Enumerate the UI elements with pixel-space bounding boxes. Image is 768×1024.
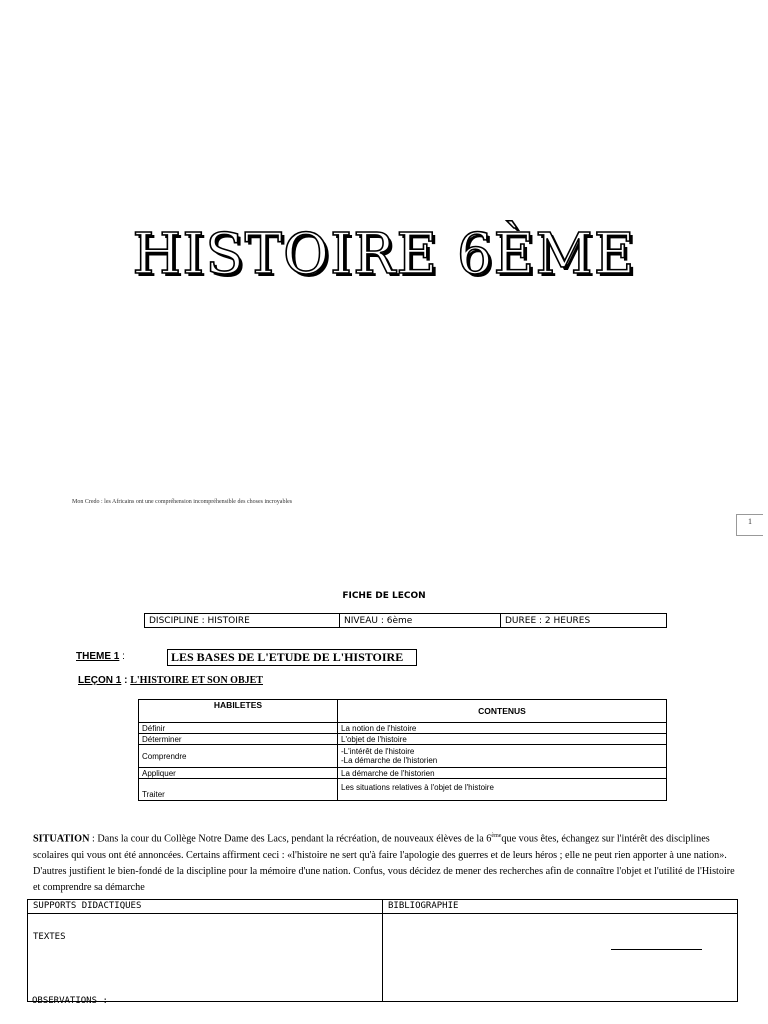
contenu-cell: La notion de l'histoire	[338, 723, 667, 734]
situation-label: SITUATION	[33, 833, 90, 845]
signature-line	[611, 949, 702, 950]
fiche-title: FICHE DE LECON	[342, 591, 426, 601]
situation-paragraph	[33, 828, 737, 897]
contenu-line: -La démarche de l'historien	[341, 756, 438, 765]
contenu-cell: La démarche de l'historien	[338, 768, 667, 779]
credo-text: Mon Credo : les Africains ont une compréhension incompréhensible des choses incroyables	[72, 499, 293, 505]
habilete-cell: Déterminer	[139, 734, 338, 745]
supports-table	[27, 899, 738, 1002]
lecon-separator: :	[121, 675, 131, 686]
niveau-cell: NIVEAU : 6ème	[340, 614, 501, 628]
theme-label	[76, 651, 125, 662]
habilete-cell: Traiter	[139, 779, 338, 801]
page-title: HISTOIRE 6ÈME	[132, 222, 636, 287]
contenu-cell	[338, 745, 667, 768]
situation-superscript: ème	[491, 833, 502, 839]
bibliographie-content	[383, 914, 738, 1002]
info-table	[144, 613, 667, 628]
contenu-cell: L'objet de l'histoire	[338, 734, 667, 745]
theme-value: LES BASES DE L'ETUDE DE L'HISTOIRE	[167, 649, 417, 666]
habiletes-table	[138, 699, 667, 801]
contenu-line: -L'intérêt de l'histoire	[341, 747, 415, 756]
situation-text-2: que vous êtes, échangez sur l'intérêt des disciplines scolaires qui vous ont été annoncées. Certains affirment ceci : «l'histoire ne sert qu'à faire l'apologie des guerres et de leurs héros ; elle ne peut rien apporter à une nation». D'autres justifient le bien-fondé de la discipline pour la mémoire d'une nation. Confus, vous décidez de mener des recherches afin de connaître l'objet et l'utilité de l'Histoire et comprendre sa démarche	[33, 833, 735, 894]
duree-cell: DUREE : 2 HEURES	[501, 614, 667, 628]
supports-content: TEXTES	[28, 914, 383, 1002]
theme-separator: :	[119, 651, 125, 662]
lecon-value: L'HISTOIRE ET SON OBJET	[130, 675, 263, 686]
situation-text-1: : Dans la cour du Collège Notre Dame des Lacs, pendant la récréation, de nouveaux élèves de la 6	[89, 833, 492, 845]
page-number: 1	[736, 514, 763, 536]
contenus-header: CONTENUS	[338, 700, 667, 723]
habilete-cell: Appliquer	[139, 768, 338, 779]
supports-header: SUPPORTS DIDACTIQUES	[28, 900, 383, 914]
contenu-cell: Les situations relatives à l'objet de l'histoire	[338, 779, 667, 801]
lecon-label: LEÇON 1	[78, 675, 122, 686]
habilete-cell: Définir	[139, 723, 338, 734]
bibliographie-header: BIBLIOGRAPHIE	[383, 900, 738, 914]
habilete-cell: Comprendre	[139, 745, 338, 768]
habiletes-header: HABILETES	[139, 700, 338, 723]
observations-label: OBSERVATIONS :	[32, 996, 108, 1006]
theme-label-text: THEME 1	[76, 651, 120, 662]
lecon-line	[78, 675, 263, 686]
discipline-cell: DISCIPLINE : HISTOIRE	[145, 614, 340, 628]
